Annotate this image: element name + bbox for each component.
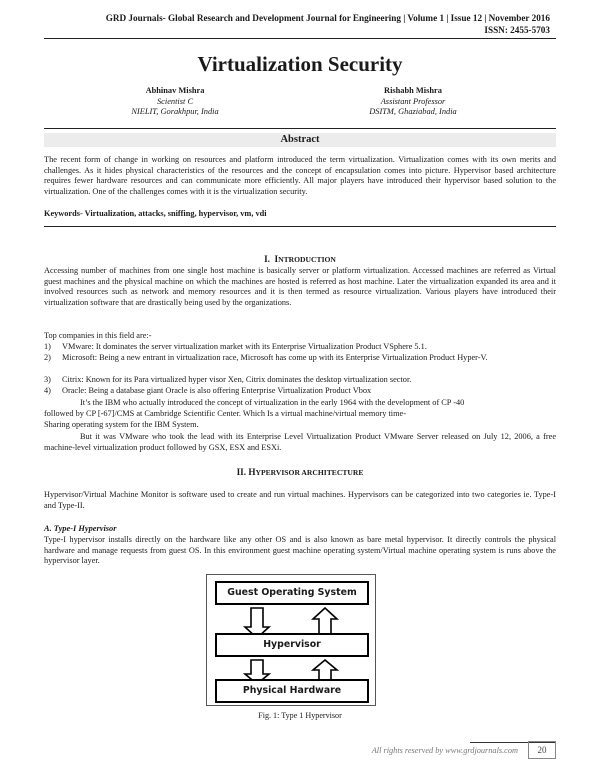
- author-affiliation: NIELIT, Gorakhpur, India: [131, 107, 219, 116]
- list-item: [44, 375, 556, 386]
- keywords: Keywords- Virtualization, attacks, sniffing, hypervisor, vm, vdi: [44, 209, 267, 218]
- figure-caption: Fig. 1: Type 1 Hypervisor: [258, 711, 342, 720]
- footer-rights: All rights reserved by www.grdjournals.com: [371, 746, 518, 755]
- list-number: 1): [44, 342, 51, 351]
- abstract-text: The recent form of change in working on resources and platform introduced the term virtualization. Virtualization comes with its own merits and challenges. As it hides physical characteristics of the resources and the concept of encapsulation comes into picture. Hypervisor based architecture requires fewer hardware resources and can communicate more efficiently. All major players have introduced their hypervisor based solution to the virtualization. One of the challenges comes with it is the virtualization security.: [44, 155, 556, 196]
- author-position: Scientist C: [156, 96, 194, 106]
- guest-os-box: Guest Operating System: [215, 581, 369, 605]
- section-number: I.: [264, 254, 270, 264]
- list-number: 3): [44, 375, 51, 384]
- journal-header: GRD Journals- Global Research and Development Journal for Engineering | Volume 1 | Issue 12 | November 2016: [105, 13, 550, 23]
- author-name: Rishabh Mishra: [384, 86, 442, 95]
- list-text: Microsoft: Being a new entrant in virtualization race, Microsoft has come up with its Enterprise Virtualization Product Hyper-V.: [62, 353, 488, 362]
- physical-hardware-box: Physical Hardware: [215, 679, 369, 703]
- history-line-1: It’s the IBM who actually introduced the concept of virtualization in the early 1964 with the development of CP -40: [80, 398, 465, 407]
- intro-paragraph: Accessing number of machines from one single host machine is basically server or platform virtualization. Accessed machines are referred as Virtual guest machines and the physical machine on which the machines are hosted is referred as host machine. Later the virtualization expanded its area and it involved resources such as network and memory resources and it is then termed as resource virtualization. Various players have introduced their virtualization software that are drastically being used by the organizations.: [44, 266, 556, 307]
- history-line-2: followed by CP [-67]/CMS at Cambridge Scientific Center. Which Is a virtual machine/virtual memory time-: [44, 409, 406, 418]
- hypervisor-paragraph: Hypervisor/Virtual Machine Monitor is software used to create and run virtual machines. Hypervisors can be categorized into two categories ie. Type-I and Type-II.: [44, 490, 556, 510]
- author-position: Assistant Professor: [380, 96, 446, 106]
- section-heading-introduction: [0, 254, 600, 264]
- type1-paragraph: Type-I hypervisor installs directly on the hardware like any other OS and is also known as bare metal hypervisor. It directly controls the physical hardware and manage requests from guest OS. In this environment guest machine operating system/Virtual machine operating system is runs above the hypervisor layer.: [44, 535, 556, 566]
- list-intro: Top companies in this field are:-: [44, 331, 152, 340]
- list-text: VMware: It dominates the server virtualization market with its Enterprise Virtualization Product VSphere 5.1.: [62, 342, 427, 351]
- subsection-heading: A. Type-I Hypervisor: [44, 524, 117, 533]
- abstract-heading: Abstract: [44, 133, 556, 147]
- list-number: 2): [44, 353, 51, 362]
- section-heading-hypervisor: [0, 467, 600, 477]
- vmware-paragraph: But it was VMware who took the lead with its Enterprise Level Virtualization Product VMware Server released on July 12, 2006, a free machine-level virtualization product followed by GSX, ESX and ESXi.: [44, 432, 556, 452]
- list-text: Oracle: Being a database giant Oracle is also offering Enterprise Virtualization Product Vbox: [62, 386, 372, 395]
- section-title-initial: H: [248, 467, 256, 477]
- section-number: II.: [236, 467, 247, 477]
- type1-hypervisor-diagram: [206, 574, 376, 706]
- list-item: [44, 353, 556, 375]
- abstract-rule: [44, 128, 556, 129]
- list-number: 4): [44, 386, 51, 395]
- author-2: [328, 86, 498, 118]
- list-item: [44, 386, 556, 397]
- author-affiliation: DSITM, Ghaziabad, India: [369, 107, 457, 116]
- section-title-initial: I: [274, 254, 279, 264]
- author-1: [90, 86, 260, 118]
- hypervisor-box: Hypervisor: [215, 633, 369, 657]
- paper-title: Virtualization Security: [197, 52, 403, 76]
- section-title-rest: NTRODUCTION: [278, 255, 336, 264]
- keywords-rule: [44, 226, 556, 227]
- list-item: [44, 342, 556, 353]
- history-line-3: Sharing operating system for the IBM System.: [44, 420, 199, 429]
- section-title-rest: YPERVISOR ARCHITECTURE: [255, 468, 364, 477]
- author-name: Abhinav Mishra: [145, 86, 205, 95]
- header-rule: [44, 38, 556, 39]
- page-number: 20: [528, 741, 556, 759]
- issn-label: ISSN: 2455-5703: [484, 25, 550, 35]
- list-text: Citrix: Known for its Para virtualized hyper visor Xen, Citrix dominates the desktop virtualization sector.: [62, 375, 412, 384]
